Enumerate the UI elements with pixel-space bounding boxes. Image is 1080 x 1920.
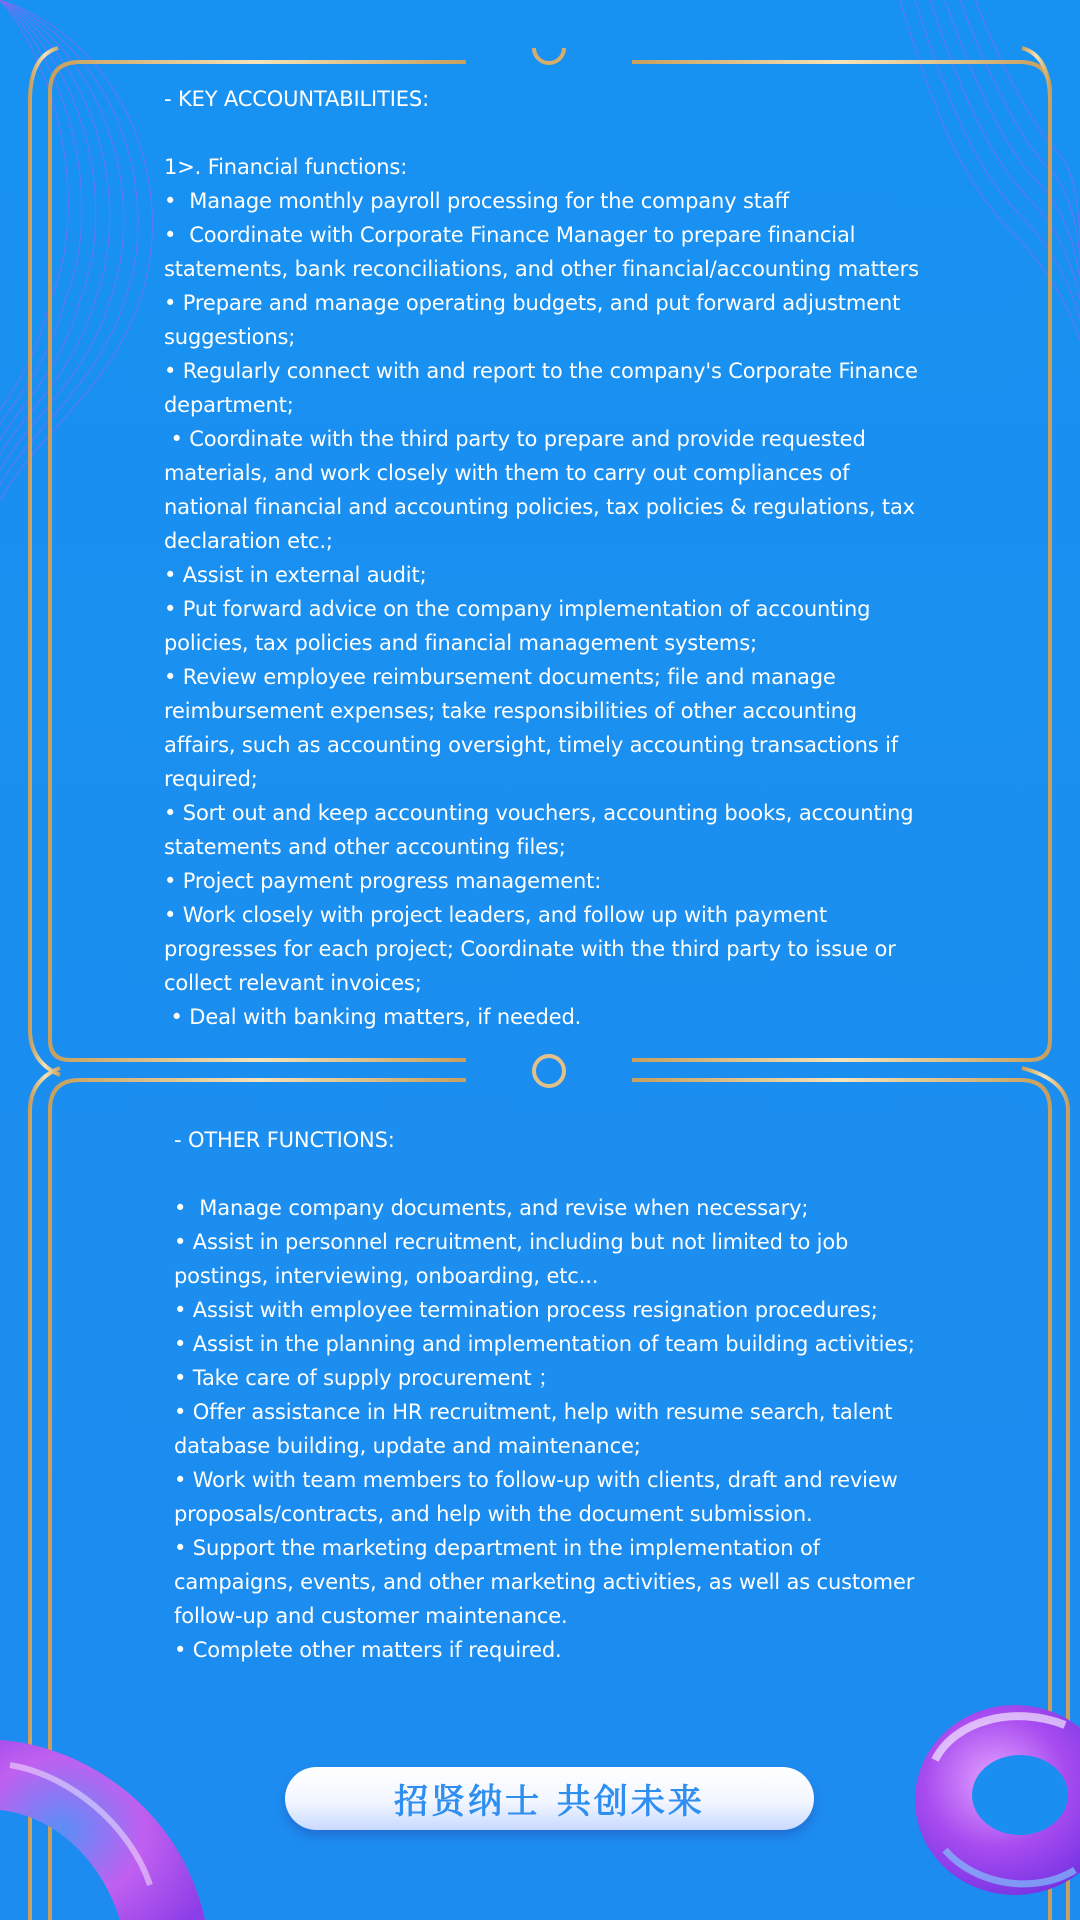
list-item: • Take care of supply procurement ； — [174, 1366, 559, 1390]
list-item: • Assist in external audit; — [164, 563, 427, 587]
ring-icon — [534, 1056, 564, 1086]
list-item: • Manage company documents, and revise when necessary; — [174, 1196, 809, 1220]
list-item: • Assist in personnel recruitment, including but not limited to job postings, interviewing, onboarding, etc... — [174, 1230, 855, 1288]
list-item: • Assist with employee termination process resignation procedures; — [174, 1298, 878, 1322]
list-item: • Review employee reimbursement documents; file and manage reimbursement expenses; take responsibilities of other accounting affairs, such as accounting oversight, timely accounting transactions if required; — [164, 665, 905, 791]
list-item: • Support the marketing department in the implementation of campaigns, events, and other marketing activities, as well as customer follow-up and customer maintenance. — [174, 1536, 921, 1628]
list-item: • Manage monthly payroll processing for the company staff — [164, 189, 790, 213]
list-item: • Work with team members to follow-up with clients, draft and review proposals/contracts, and help with the document submission. — [174, 1468, 905, 1526]
other-functions-section — [174, 1123, 934, 1667]
list-item: • Sort out and keep accounting vouchers, accounting books, accounting statements and other accounting files; — [164, 801, 920, 859]
list-item: • Coordinate with the third party to prepare and provide requested materials, and work closely with them to carry out compliances of national financial and accounting policies, tax policies & regulations, tax declaration etc.; — [164, 427, 922, 553]
section-heading: - KEY ACCOUNTABILITIES: — [164, 87, 430, 111]
list-item: • Project payment progress management: — [164, 869, 602, 893]
list-item: • Assist in the planning and implementation of team building activities; — [174, 1332, 915, 1356]
section-subheading: 1>. Financial functions: — [164, 155, 408, 179]
list-item: • Complete other matters if required. — [174, 1638, 562, 1662]
list-item: • Prepare and manage operating budgets, and put forward adjustment suggestions; — [164, 291, 907, 349]
section-heading: - OTHER FUNCTIONS: — [174, 1128, 395, 1152]
cta-button-label: 招贤纳士 共创未来 — [394, 1782, 705, 1822]
key-accountabilities-section — [164, 82, 924, 1034]
list-item: • Offer assistance in HR recruitment, help with resume search, talent database building, update and maintenance; — [174, 1400, 899, 1458]
donut-3d-icon — [0, 1735, 210, 1920]
list-item: • Deal with banking matters, if needed. — [164, 1005, 582, 1029]
donut-3d-icon — [905, 1700, 1080, 1920]
list-item: • Work closely with project leaders, and follow up with payment progresses for each project; Coordinate with the third party to issue or collect relevant invoices; — [164, 903, 903, 995]
list-item: • Put forward advice on the company implementation of accounting policies, tax policies and financial management systems; — [164, 597, 877, 655]
list-item: • Regularly connect with and report to the company's Corporate Finance department; — [164, 359, 925, 417]
recruit-cta-button[interactable] — [285, 1767, 814, 1830]
half-ring-icon — [534, 48, 564, 63]
list-item: • Coordinate with Corporate Finance Manager to prepare financial statements, bank reconciliations, and other financial/accounting matters — [164, 223, 919, 281]
